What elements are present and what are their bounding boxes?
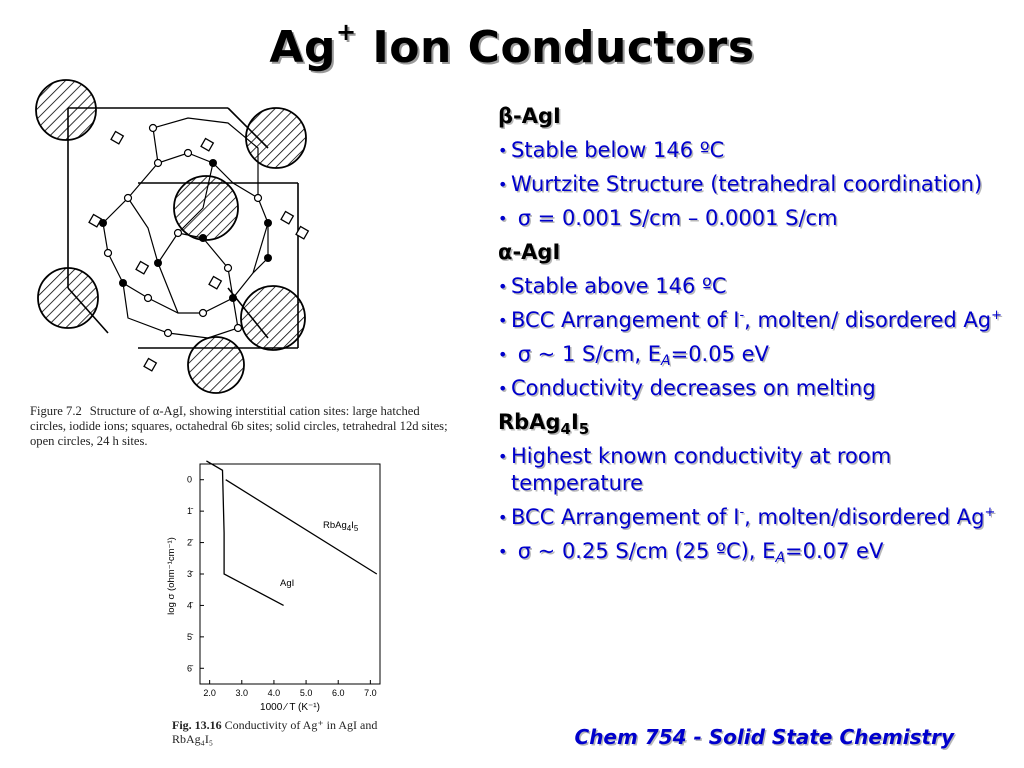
rb-b3-text-b: =0.07 eV (785, 539, 884, 563)
conductivity-chart (160, 458, 390, 718)
rb-heading-sub1: 4 (560, 420, 571, 438)
rb-b2-text-b: , molten/disordered Ag (744, 505, 985, 529)
agi-structure-figure (28, 68, 458, 398)
silver-charge: + (984, 505, 996, 520)
y-tick-label: 3̄ (186, 569, 192, 579)
rb-bullet-1: • Highest known conductivity at room temperature (498, 443, 1013, 497)
iodide-charge: - (739, 505, 745, 520)
y-tick-label: 2̄ (186, 537, 192, 548)
agi-structure-diagram (28, 68, 458, 398)
y-tick-label: 4̄ (186, 600, 192, 611)
activation-subscript: A (661, 353, 671, 369)
title-main: Ag (269, 22, 336, 73)
alpha-symbol: α (498, 240, 513, 264)
silver-charge: + (991, 308, 1003, 323)
y-tick-label: 5̄ (186, 631, 192, 642)
rb-bullet-2 (498, 504, 1013, 531)
course-footer: Chem 754 - Solid State Chemistry (574, 725, 954, 749)
x-axis-label: 1000 ⁄ T (K⁻¹) (260, 702, 320, 713)
x-tick-label: 2.0 (203, 688, 216, 698)
rb-b2-text-a: BCC Arrangement of I (511, 505, 740, 529)
series-label-rbag4i5: $RbAg_4I_5$ (323, 520, 359, 533)
alpha-bullet-3 (498, 341, 1013, 368)
beta-conductivity: = 0.001 S/cm – 0.0001 S/cm (531, 206, 838, 230)
x-tick-label: 5.0 (299, 688, 313, 698)
y-tick-label: 6̄ (186, 663, 192, 674)
rb-bullet-3 (498, 538, 1013, 565)
iodide-charge: - (739, 308, 745, 323)
x-tick-label: 6.0 (331, 688, 345, 698)
alpha-b2-text-a: BCC Arrangement of I (511, 308, 740, 332)
alpha-b3-text-b: =0.05 eV (670, 342, 769, 366)
alpha-bullet-1: • Stable above 146 ºC (498, 273, 1013, 300)
alpha-b3-text-a: ~ 1 S/cm, E (531, 342, 662, 366)
figure2-caption (172, 718, 412, 746)
beta-heading-text: -AgI (513, 104, 561, 128)
slide-title (0, 18, 1024, 73)
beta-bullet-2: • Wurtzite Structure (tetrahedral coordination) (498, 171, 1013, 198)
alpha-agi-heading (498, 239, 1013, 266)
y-tick-label: 1̄ (186, 506, 192, 517)
alpha-b2-text-b: , molten/ disordered Ag (744, 308, 992, 332)
figure1-caption (30, 404, 458, 449)
rb-heading-b: I (570, 410, 579, 434)
title-superscript: + (335, 18, 357, 46)
alpha-bullet-2 (498, 307, 1013, 334)
x-tick-label: 7.0 (364, 688, 377, 698)
series-label-agi: AgI (280, 578, 295, 589)
alpha-heading-text: -AgI (512, 240, 561, 264)
slide-content (498, 103, 1013, 572)
beta-bullet-3 (498, 205, 1013, 232)
x-tick-label: 3.0 (235, 688, 249, 698)
y-tick-label: 0 (186, 474, 192, 485)
plot-frame (200, 464, 380, 684)
beta-bullet-1: • Stable below 146 ºC (498, 137, 1013, 164)
figure1-label: Figure 7.2 (30, 404, 82, 418)
rb-b3-text-a: ~ 0.25 S/cm (25 ºC), E (531, 539, 776, 563)
figure2-caption-text: Conductivity of Ag⁺ in AgI and RbAg₄I₅ (172, 718, 378, 746)
figure2-label: Fig. 13.16 (172, 718, 222, 732)
beta-symbol: β (498, 104, 514, 128)
rb-heading-a: RbAg (498, 410, 561, 434)
x-tick-label: 4.0 (267, 688, 281, 698)
sigma-symbol: σ (517, 539, 531, 563)
y-axis-label: log σ (ohm⁻¹cm⁻¹) (166, 537, 177, 615)
alpha-bullet-4: • Conductivity decreases on melting (498, 375, 1013, 402)
sigma-symbol: σ (517, 206, 531, 230)
activation-subscript: A (775, 550, 786, 566)
beta-agi-heading (498, 103, 1013, 130)
rb-heading-sub2: 5 (578, 420, 590, 438)
figure1-caption-text: Structure of α-AgI, showing interstitial cation sites: large hatched circles, iodide ions; squares, octahedral 6b sites; solid circles, tetrahedral 12d sites; open circles, 24 h sites. (30, 404, 448, 448)
title-rest: Ion Conductors (356, 22, 755, 73)
sigma-symbol: σ (517, 342, 531, 366)
rbag4i5-heading (498, 409, 1013, 436)
series-line-agi (206, 461, 283, 606)
conductivity-chart-svg (160, 458, 390, 718)
